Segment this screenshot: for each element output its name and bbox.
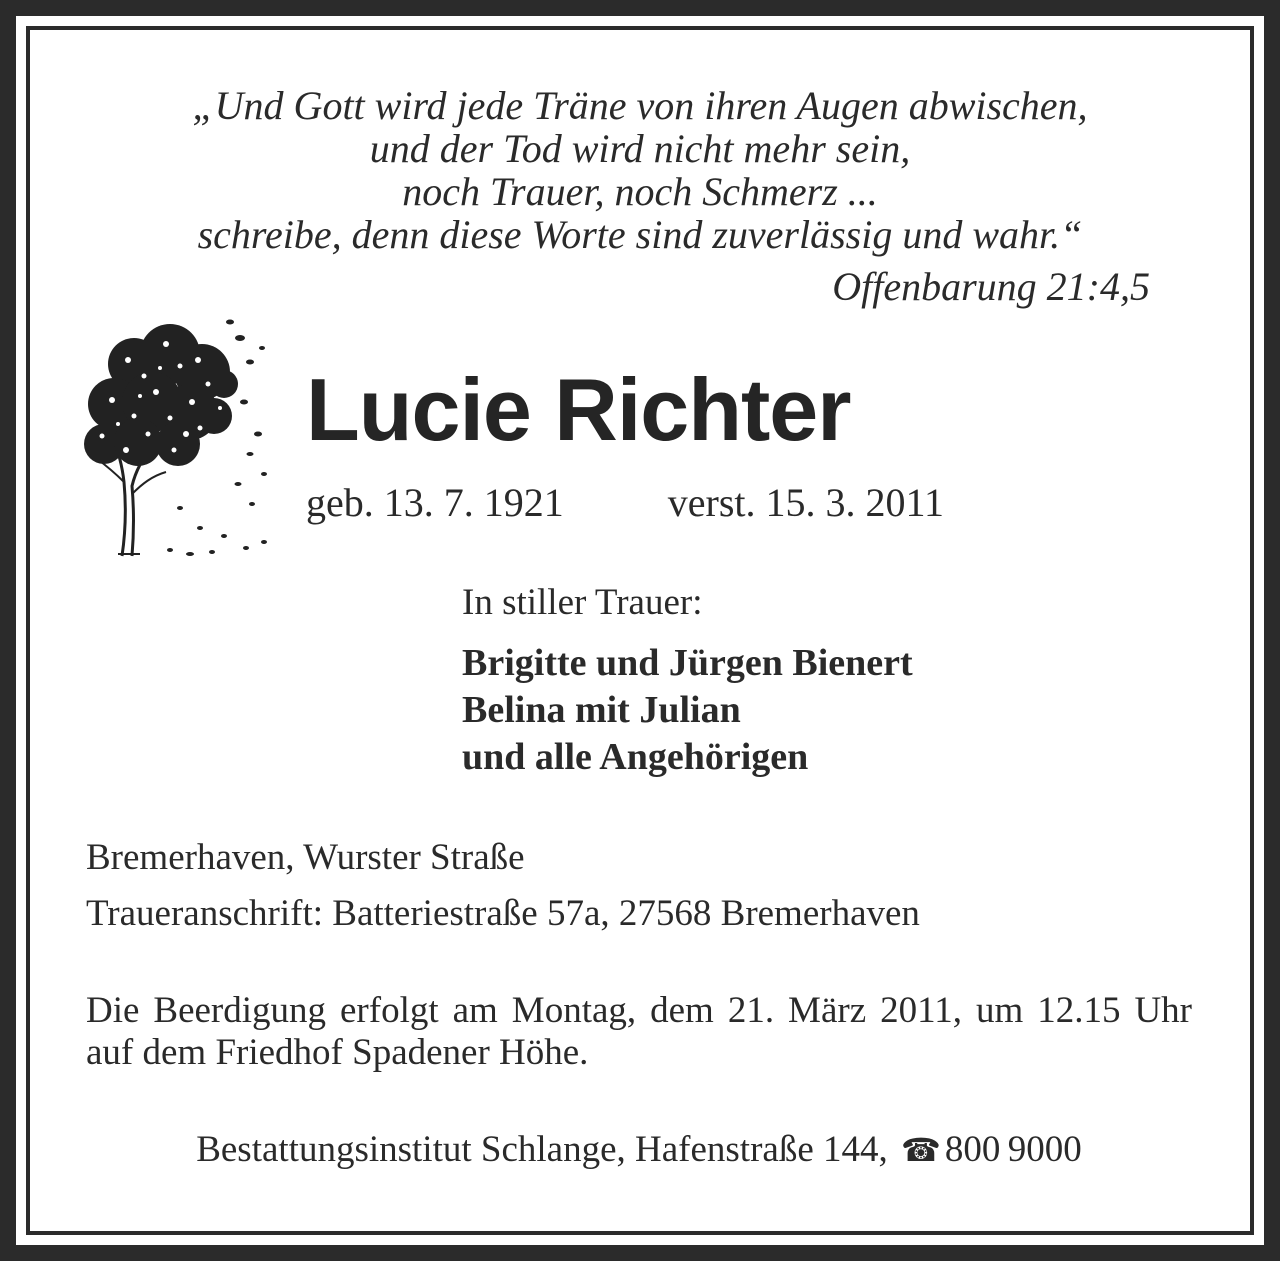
residence-address: Bremerhaven, Wurster Straße <box>86 837 525 878</box>
mourner: Belina mit Julian <box>462 689 741 731</box>
mourning-intro: In stiller Trauer: <box>462 582 703 623</box>
verse-line: schreibe, denn diese Worte sind zuverlässig und wahr.“ <box>197 212 1083 257</box>
birth-date: geb. 13. 7. 1921 <box>306 480 564 525</box>
undertaker-text: Bestattungsinstitut Schlange, Hafenstraße 144, <box>196 1129 888 1170</box>
mourning-address: Traueranschrift: Batteriestraße 57a, 27568 Bremerhaven <box>86 893 920 934</box>
verse-line: „Und Gott wird jede Träne von ihren Augen abwischen, <box>192 83 1088 128</box>
verse-line: und der Tod wird nicht mehr sein, <box>369 126 911 171</box>
life-dates <box>306 478 944 528</box>
deceased-name: Lucie Richter <box>306 360 851 459</box>
telephone-icon: ☎ <box>901 1132 941 1168</box>
bible-verse <box>90 84 1190 256</box>
verse-line: noch Trauer, noch Schmerz ... <box>402 169 878 214</box>
mourner: Brigitte und Jürgen Bienert <box>462 642 913 684</box>
undertaker-info <box>86 1126 1192 1174</box>
phone-number: 800 9000 <box>944 1129 1082 1170</box>
verse-source: Offenbarung 21:4,5 <box>832 264 1150 309</box>
tree-icon <box>74 304 274 568</box>
mourners-list <box>462 640 913 781</box>
mourner: und alle Angehörigen <box>462 736 809 778</box>
death-date: verst. 15. 3. 2011 <box>667 480 945 525</box>
funeral-notice: Die Beerdigung erfolgt am Montag, dem 21. März 2011, um 12.15 Uhr auf dem Friedhof Spadener Höhe. <box>86 990 1192 1073</box>
